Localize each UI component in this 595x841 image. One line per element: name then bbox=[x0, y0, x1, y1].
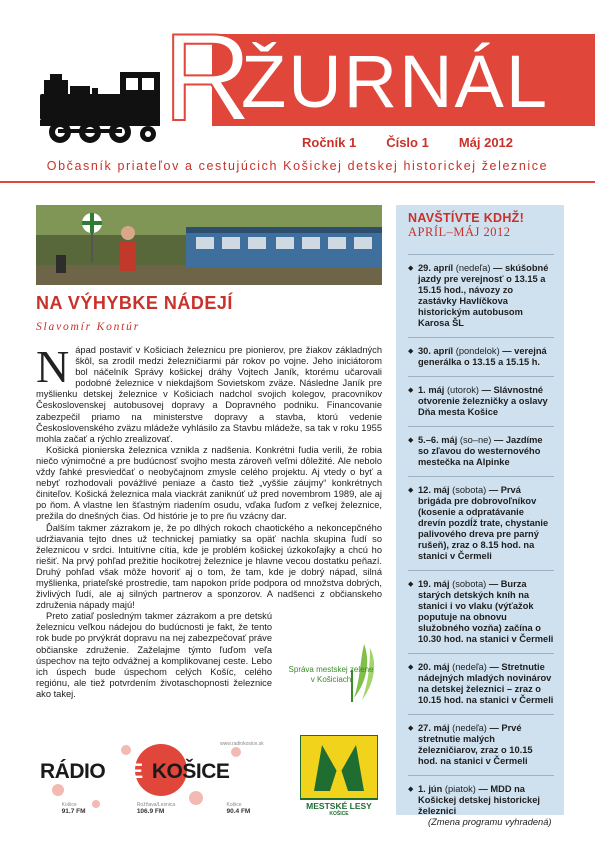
event-item: ◆ 27. máj (nedeľa) — Prvé stretnutie malých železničiarov, zraz o 10.15 hod. na stanici v Čermeli bbox=[408, 714, 554, 775]
volume-label: Ročník 1 bbox=[302, 135, 357, 150]
masthead-title: ŽURNÁL bbox=[241, 40, 550, 123]
event-item: ◆ 19. máj (sobota) — Burza starých detských kníh na stanici i vo vlaku (výťažok poputuje na obnovu služobného vozňa) začína o 10.30 hod. na stanici v Čermeli bbox=[408, 570, 554, 653]
event-item: ◆ 5.–6. máj (so–ne) — Jazdíme so zľavou do westernového mestečka na Alpinke bbox=[408, 426, 554, 476]
sidebar-subtitle: APRÍL–MÁJ 2012 bbox=[408, 225, 511, 239]
mestske-lesy-text: MESTSKÉ LESY KOŠICE bbox=[306, 801, 372, 817]
event-item: ◆ 29. apríl (nedeľa) — skúšobné jazdy pre verejnosť o 13.15 a 15.15 hod., návozy zo zastávky Havlíčkova historickým autobusom Karosa ŠL bbox=[408, 254, 554, 337]
events-sidebar bbox=[396, 205, 564, 827]
date-label: Máj 2012 bbox=[458, 135, 514, 150]
issue-info bbox=[302, 135, 513, 150]
article-paragraph: Ďalším takmer zázrakom je, že po dlhých rokoch chaotického a nekoncepčného udržiavania tejto dnes už technickej pamiatky sa opäť nachla skupina ľudí so železnicou v srdci. Intuitívne cítia, kde je problém košickej úzkokoľajky a chcú ho riešiť. Na prvý pohľad prežitie hocikotrej železnice je hlavne vecou dostatku peňazí. Druhý pohľad však môže hovoriť aj o tom, že tam, kde je dobrý nápad, silná myšlienka, priateľské prostredie, tam napokon príde podpora od množstva dobrých, živlivých ľudí, ale aj silných partnerov a sponzorov. A nadšenci z občianskeho združenia nápady majú! bbox=[36, 522, 382, 611]
radio-freq: Rožňava/Lesnica 106.9 FM bbox=[136, 802, 176, 815]
article-dropcap: N bbox=[36, 341, 70, 392]
event-item: ◆ 1. máj (utorok) — Slávnostné otvorenie železničky a oslavy Dňa mesta Košice bbox=[408, 376, 554, 426]
article-paragraph: Nápad postaviť v Košiciach železnicu pre pionierov, pre žiakov základných škôl, sa zrodil medzi železničiarmi pár rokov po vojne. Jeho iniciátorom bol náčelník Správy košickej dráhy Vojtech Janík, ktorému učarovali podobné železnice v niekdajšom Sovietskom zväze. Následne Janík pre myšlienku detskej železnice v Košiciach nadchol svojich kolegov, pracovníkov Československej autobusovej dopravy a Dopravného podniku. Financovanie zabezpečil priamo na ministerstve dopravy a stavba, ktorú vedenie Československého zväzu mládeže vyhlásilo za Stavbu mládeže, sa tak v roku 1955 mohla začať a rýchlo zrealizovať. bbox=[36, 341, 382, 444]
locomotive-logo bbox=[40, 72, 160, 144]
zelen-logo-text: Správa mestskej zelene v Košiciach bbox=[288, 665, 374, 684]
radio-url: www.radiokosice.sk bbox=[220, 741, 264, 747]
masthead-title-r: R bbox=[163, 9, 253, 147]
article-headline: NA VÝHYBKE NÁDEJÍ bbox=[36, 293, 233, 313]
masthead-divider bbox=[0, 181, 595, 183]
issue-label: Číslo 1 bbox=[386, 135, 429, 150]
radio-name: RÁDIO KE KOŠICE bbox=[40, 760, 230, 783]
radio-freq: Košice 90.4 FM bbox=[226, 802, 251, 815]
event-item: ◆ 12. máj (sobota) — Prvá brigáda pre dobrovoľníkov (kosenie a odpratávanie drevín pozdĺž trate, chystanie palivového dreva pre parný rušeň), zraz o 8.15 hod. na stanici v Čermeli bbox=[408, 476, 554, 570]
article-paragraph: Preto zatiaľ posledným takmer zázrakom a pre detskú železnicu veľkou nádejou do budúcnosti je fakt, že tento rok bude po prvýkrát dopravu na nej zabezpečovať práve občianske združenie. Zaželajme týmto ľuďom veľa úspechov na tejto odvážnej a komplikovanej ceste. Lebo ich úspech bude úspechom celých Košíc, celého regiónu, ale tiež potvrdením životaschopnosti železnice ako takej. bbox=[36, 611, 272, 699]
sidebar-note: (Zmena programu vyhradená) bbox=[428, 817, 552, 827]
sidebar-title: NAVŠTÍVTE KDHŽ! bbox=[408, 211, 525, 225]
masthead-subtitle: Občasník priateľov a cestujúcich Košickej detskej historickej železnice bbox=[46, 159, 549, 173]
article-paragraph: Košická pionierska železnica vznikla z nadšenia. Konkrétni ľudia verili, že robia niečo výnimočné a pre budúcnosť svojho mesta zároveň veľmi dôležité. Ale nebolo vždy ľahké presviedčať o neobyčajnom zmysle celého projektu. Aj vtedy o byť a nebyť rozhodovali povážlivé peniaze a často tiež „vyššie záujmy“ konkrétnych činiteľov. Košická železnica mala viackrát zaniknúť už pred novembrom 1989, ale aj po ňom. A vlastne len šťastným riadením osudu, vďaka ľuďom z veľkej železnice, prežila do dnešných čias. Od histórie je to pre ňu vzácny dar. bbox=[36, 444, 382, 522]
event-item: ◆ 20. máj (nedeľa) — Stretnutie nádejných mladých novinárov na detskej železnici – zraz o 10.15 hod. na stanici v Čermeli bbox=[408, 653, 554, 714]
radio-frequencies bbox=[36, 802, 276, 815]
radio-freq: Košice 91.7 FM bbox=[61, 802, 86, 815]
event-item: ◆ 30. apríl (pondelok) — verejná generálka o 13.15 a 15.15 h. bbox=[408, 337, 554, 376]
article-author: Slavomír Kontúr bbox=[36, 321, 140, 333]
train-photo bbox=[36, 205, 382, 285]
event-item: ◆ 1. jún (piatok) — MDD na Košickej detskej historickej železnici (Zmena programu vyhradená) bbox=[408, 775, 554, 836]
